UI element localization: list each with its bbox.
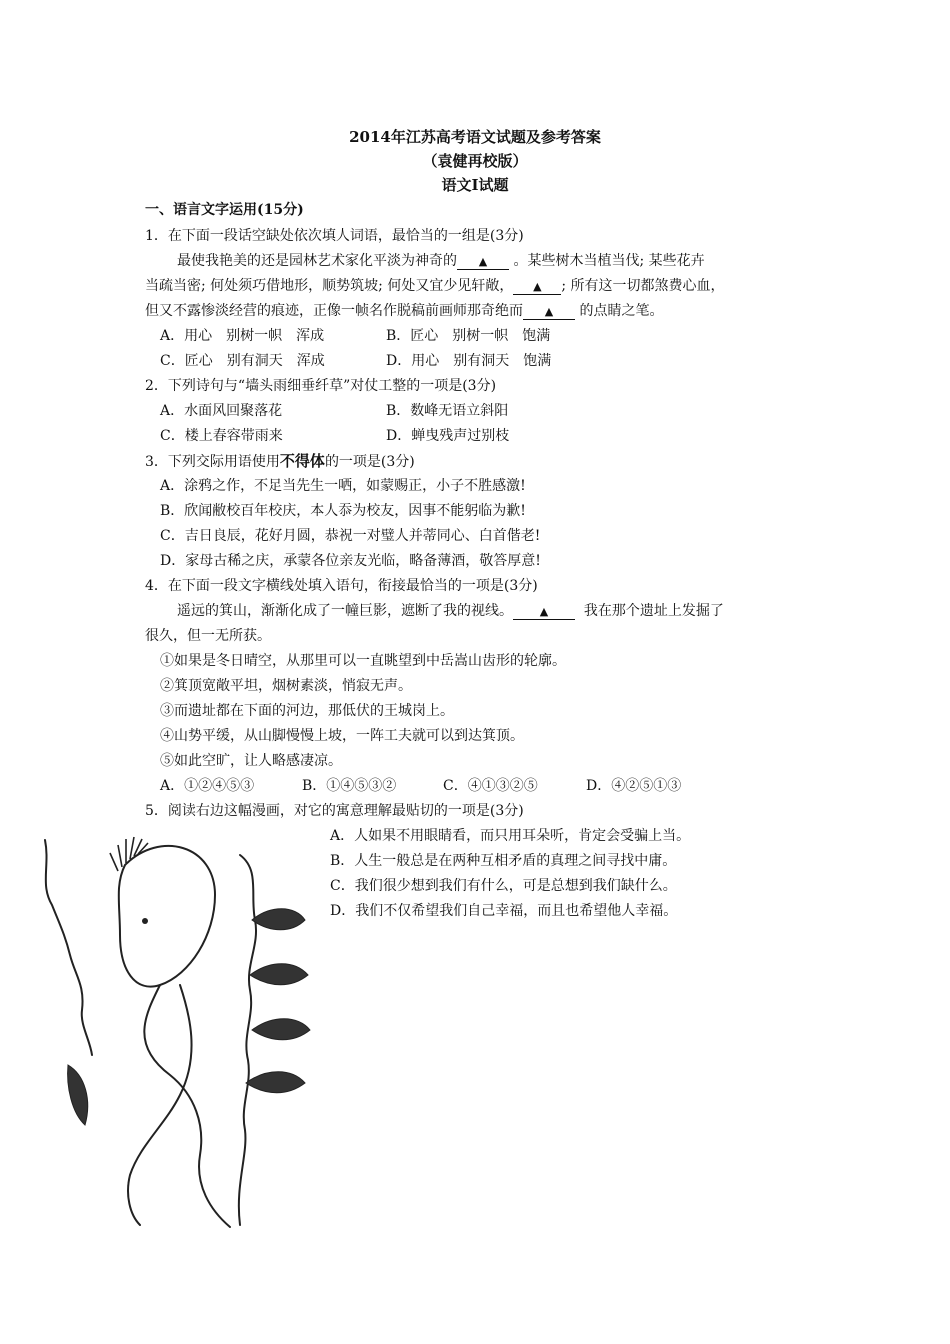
q4-item-2: ②箕顶宽敞平坦，烟树素淡，悄寂无声。 xyxy=(160,678,412,694)
q1-text: 当疏当密; 何处须巧借地形，顺势筑坡; 何处又宜少见轩敞， xyxy=(145,278,514,294)
q2-option-a: A．水面风回聚落花 xyxy=(160,403,283,419)
cartoon-hair xyxy=(110,837,148,871)
q1-text: 最使我艳美的还是园林艺术家化平淡为神奇的 xyxy=(177,253,457,269)
q3-option-a: A．涂鸦之作，不足当先生一哂，如蒙赐正，小子不胜感激! xyxy=(160,478,526,494)
part-heading: 一、语言文字运用(15分) xyxy=(145,202,304,218)
q1-passage-line2 xyxy=(145,276,725,296)
q4-option-b: B．①④⑤③② xyxy=(302,778,397,794)
q1-text: ; 所有这一切都煞费心血， xyxy=(561,278,725,294)
cartoon-illustration xyxy=(30,825,330,1230)
document-title: 2014年江苏高考语文试题及参考答案 xyxy=(349,128,601,146)
q4-item-4: ④山势平缓，从山脚慢慢上坡，一阵工夫就可以到达箕顶。 xyxy=(160,728,524,744)
q4-item-3: ③而遗址都在下面的河边，那低伏的王城岗上。 xyxy=(160,703,454,719)
q5-option-a: A．人如果不用眼睛看，而只用耳朵听，肯定会受骗上当。 xyxy=(330,828,691,844)
q3-stem-text: 3．下列交际用语使用 xyxy=(145,454,280,470)
q2-option-d: D．蝉曳残声过别枝 xyxy=(386,428,510,444)
q4-option-c: C．④①③②⑤ xyxy=(443,778,538,794)
q1-blank-1: ▲ xyxy=(457,255,509,270)
q1-text: 但又不露惨淡经营的痕迹，正像一帧名作脱稿前画师那奇绝而 xyxy=(145,303,523,319)
q1-option-b: B．匠心 别树一帜 饱满 xyxy=(386,328,551,344)
q4-stem: 4．在下面一段文字横线处填入语句，衔接最恰当的一项是(3分) xyxy=(145,578,538,594)
q1-option-c: C．匠心 别有洞天 浑成 xyxy=(160,353,325,369)
q2-stem: 2．下列诗句与“墙头雨细垂纤草”对仗工整的一项是(3分) xyxy=(145,378,497,394)
q1-stem: 1．在下面一段话空缺处依次填人词语，最恰当的一组是(3分) xyxy=(145,228,524,244)
q4-item-1: ①如果是冬日晴空，从那里可以一直眺望到中岳嵩山齿形的轮廓。 xyxy=(160,653,566,669)
q4-text: 我在那个遗址上发掘了 xyxy=(583,603,724,619)
q3-stem xyxy=(145,451,415,472)
q1-text: 。某些树木当植当伐; 某些花卉 xyxy=(513,253,705,269)
q2-option-b: B．数峰无语立斜阳 xyxy=(386,403,509,419)
q1-text: 的点睛之笔。 xyxy=(579,303,664,319)
q5-option-d: D．我们不仅希望我们自己幸福，而且也希望他人幸福。 xyxy=(330,903,678,919)
q1-option-a: A．用心 别树一帜 浑成 xyxy=(160,328,325,344)
q5-stem: 5．阅读右边这幅漫画，对它的寓意理解最贴切的一项是(3分) xyxy=(145,803,524,819)
section-title: 语文Ⅰ试题 xyxy=(441,176,509,194)
cartoon-eye xyxy=(142,918,148,924)
q1-blank-2: ▲ xyxy=(513,280,561,295)
q4-text: 遥远的箕山，渐渐化成了一幢巨影，遮断了我的视线。 xyxy=(177,603,513,619)
q3-stem-text: 的一项是(3分) xyxy=(324,454,415,470)
q4-passage-line1 xyxy=(177,601,724,621)
q1-passage-line3 xyxy=(145,301,663,321)
q5-option-b: B．人生一般总是在两种互相矛盾的真理之间寻找中庸。 xyxy=(330,853,677,869)
q3-option-c: C．吉日良辰，花好月圆，恭祝一对璧人并蒂同心、白首偕老! xyxy=(160,528,541,544)
q3-stem-emphasis: 不得体 xyxy=(279,452,325,470)
q1-option-d: D．用心 别有洞天 饱满 xyxy=(386,353,552,369)
document-subtitle: （袁健再校版） xyxy=(422,152,528,170)
q5-option-c: C．我们很少想到我们有什么，可是总想到我们缺什么。 xyxy=(330,878,677,894)
q2-option-c: C．楼上春容带雨来 xyxy=(160,428,283,444)
q4-item-5: ⑤如此空旷，让人略感凄凉。 xyxy=(160,753,342,769)
q1-blank-3: ▲ xyxy=(523,305,575,320)
q3-option-d: D．家母古稀之庆，承蒙各位亲友光临，略备薄酒，敬答厚意! xyxy=(160,553,541,569)
q1-passage-line1 xyxy=(177,251,705,271)
q4-option-a: A．①②④⑤③ xyxy=(160,778,255,794)
q4-option-d: D．④②⑤①③ xyxy=(586,778,682,794)
q4-blank: ▲ xyxy=(513,605,575,620)
q4-passage-line2: 很久，但一无所获。 xyxy=(145,628,271,644)
q3-option-b: B．欣闻敝校百年校庆，本人忝为校友，因事不能躬临为歉! xyxy=(160,503,526,519)
